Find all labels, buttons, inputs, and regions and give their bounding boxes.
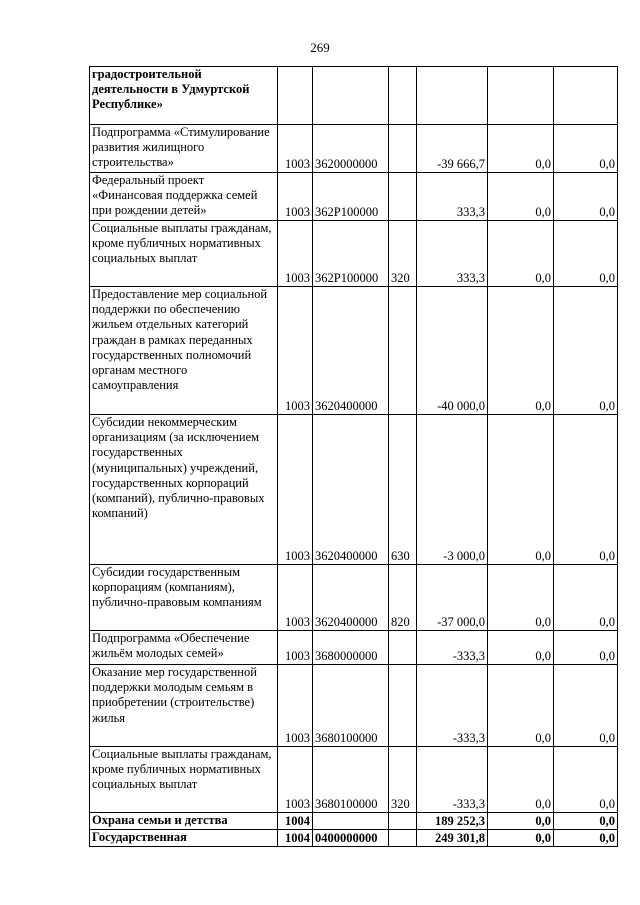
budget-table xyxy=(89,66,618,847)
year3-amount-cell: 0,0 xyxy=(554,287,618,415)
year2-amount-cell: 0,0 xyxy=(488,125,554,173)
section-code-cell: 1003 xyxy=(278,747,313,813)
section-code-cell: 1003 xyxy=(278,631,313,665)
section-code-cell: 1004 xyxy=(278,813,313,830)
target-article-cell xyxy=(313,813,389,830)
expense-type-cell xyxy=(389,287,417,415)
expense-name-cell: Социальные выплаты гражданам, кроме публичных нормативных социальных выплат xyxy=(90,221,278,287)
expense-name-cell: Оказание мер государственной поддержки молодым семьям в приобретении (строительстве) жилья xyxy=(90,665,278,747)
expense-name-cell: Подпрограмма «Стимулирование развития жилищного строительства» xyxy=(90,125,278,173)
expense-type-cell xyxy=(389,125,417,173)
year3-amount-cell xyxy=(554,67,618,125)
year2-amount-cell: 0,0 xyxy=(488,287,554,415)
year3-amount-cell: 0,0 xyxy=(554,631,618,665)
target-article-cell: 3680100000 xyxy=(313,665,389,747)
section-code-cell: 1003 xyxy=(278,665,313,747)
table-row xyxy=(90,125,618,173)
target-article-cell: 3620400000 xyxy=(313,415,389,565)
expense-name-cell: Государственная xyxy=(90,830,278,847)
amount-cell: -40 000,0 xyxy=(417,287,488,415)
table-row xyxy=(90,287,618,415)
expense-name-cell: Федеральный проект «Финансовая поддержка семей при рождении детей» xyxy=(90,173,278,221)
expense-name-cell: Предоставление мер социальной поддержки по обеспечению жильем отдельных категорий граждан в рамках переданных государственных полномочий органам местного самоуправления xyxy=(90,287,278,415)
year3-amount-cell: 0,0 xyxy=(554,125,618,173)
table-row xyxy=(90,173,618,221)
target-article-cell: 3680000000 xyxy=(313,631,389,665)
year3-amount-cell: 0,0 xyxy=(554,747,618,813)
expense-name-cell: Охрана семьи и детства xyxy=(90,813,278,830)
amount-cell: 333,3 xyxy=(417,221,488,287)
year2-amount-cell: 0,0 xyxy=(488,415,554,565)
year2-amount-cell: 0,0 xyxy=(488,221,554,287)
target-article-cell: 3620400000 xyxy=(313,287,389,415)
target-article-cell: 3620400000 xyxy=(313,565,389,631)
year2-amount-cell: 0,0 xyxy=(488,813,554,830)
year3-amount-cell: 0,0 xyxy=(554,830,618,847)
amount-cell xyxy=(417,67,488,125)
target-article-cell: 3680100000 xyxy=(313,747,389,813)
table-row xyxy=(90,221,618,287)
target-article-cell: 362Р100000 xyxy=(313,173,389,221)
target-article-cell: 0400000000 xyxy=(313,830,389,847)
section-code-cell xyxy=(278,67,313,125)
target-article-cell: 3620000000 xyxy=(313,125,389,173)
target-article-cell xyxy=(313,67,389,125)
amount-cell: -37 000,0 xyxy=(417,565,488,631)
target-article-cell: 362Р100000 xyxy=(313,221,389,287)
expense-name-cell: Подпрограмма «Обеспечение жильём молодых семей» xyxy=(90,631,278,665)
expense-type-cell: 320 xyxy=(389,221,417,287)
expense-type-cell: 320 xyxy=(389,747,417,813)
year3-amount-cell: 0,0 xyxy=(554,221,618,287)
year2-amount-cell: 0,0 xyxy=(488,565,554,631)
year3-amount-cell: 0,0 xyxy=(554,813,618,830)
table-row xyxy=(90,415,618,565)
expense-name-cell: Субсидии государственным корпорациям (компаниям), публично-правовым компаниям xyxy=(90,565,278,631)
amount-cell: 249 301,8 xyxy=(417,830,488,847)
year3-amount-cell: 0,0 xyxy=(554,665,618,747)
table-row xyxy=(90,665,618,747)
year3-amount-cell: 0,0 xyxy=(554,565,618,631)
expense-type-cell xyxy=(389,67,417,125)
expense-type-cell xyxy=(389,665,417,747)
amount-cell: -333,3 xyxy=(417,747,488,813)
expense-type-cell xyxy=(389,830,417,847)
expense-type-cell: 630 xyxy=(389,415,417,565)
year2-amount-cell: 0,0 xyxy=(488,830,554,847)
page-number: 269 xyxy=(310,40,330,55)
amount-cell: -3 000,0 xyxy=(417,415,488,565)
section-code-cell: 1003 xyxy=(278,173,313,221)
year2-amount-cell: 0,0 xyxy=(488,173,554,221)
expense-type-cell xyxy=(389,813,417,830)
year3-amount-cell: 0,0 xyxy=(554,415,618,565)
table-row xyxy=(90,830,618,847)
section-code-cell: 1004 xyxy=(278,830,313,847)
section-code-cell: 1003 xyxy=(278,415,313,565)
year2-amount-cell: 0,0 xyxy=(488,747,554,813)
table-row xyxy=(90,747,618,813)
section-code-cell: 1003 xyxy=(278,565,313,631)
table-row xyxy=(90,67,618,125)
year2-amount-cell xyxy=(488,67,554,125)
expense-type-cell xyxy=(389,173,417,221)
section-code-cell: 1003 xyxy=(278,221,313,287)
table-row xyxy=(90,631,618,665)
expense-name-cell: Социальные выплаты гражданам, кроме публичных нормативных социальных выплат xyxy=(90,747,278,813)
amount-cell: 333,3 xyxy=(417,173,488,221)
amount-cell: -333,3 xyxy=(417,665,488,747)
table-row xyxy=(90,813,618,830)
amount-cell: -39 666,7 xyxy=(417,125,488,173)
section-code-cell: 1003 xyxy=(278,287,313,415)
amount-cell: 189 252,3 xyxy=(417,813,488,830)
year3-amount-cell: 0,0 xyxy=(554,173,618,221)
expense-type-cell xyxy=(389,631,417,665)
expense-name-cell: градостроительной деятельности в Удмуртской Республике» xyxy=(90,67,278,125)
expense-name-cell: Субсидии некоммерческим организациям (за исключением государственных (муниципальных) учреждений, государственных корпораций (компаний), публично-правовых компаний) xyxy=(90,415,278,565)
year2-amount-cell: 0,0 xyxy=(488,631,554,665)
section-code-cell: 1003 xyxy=(278,125,313,173)
amount-cell: -333,3 xyxy=(417,631,488,665)
year2-amount-cell: 0,0 xyxy=(488,665,554,747)
expense-type-cell: 820 xyxy=(389,565,417,631)
table-row xyxy=(90,565,618,631)
